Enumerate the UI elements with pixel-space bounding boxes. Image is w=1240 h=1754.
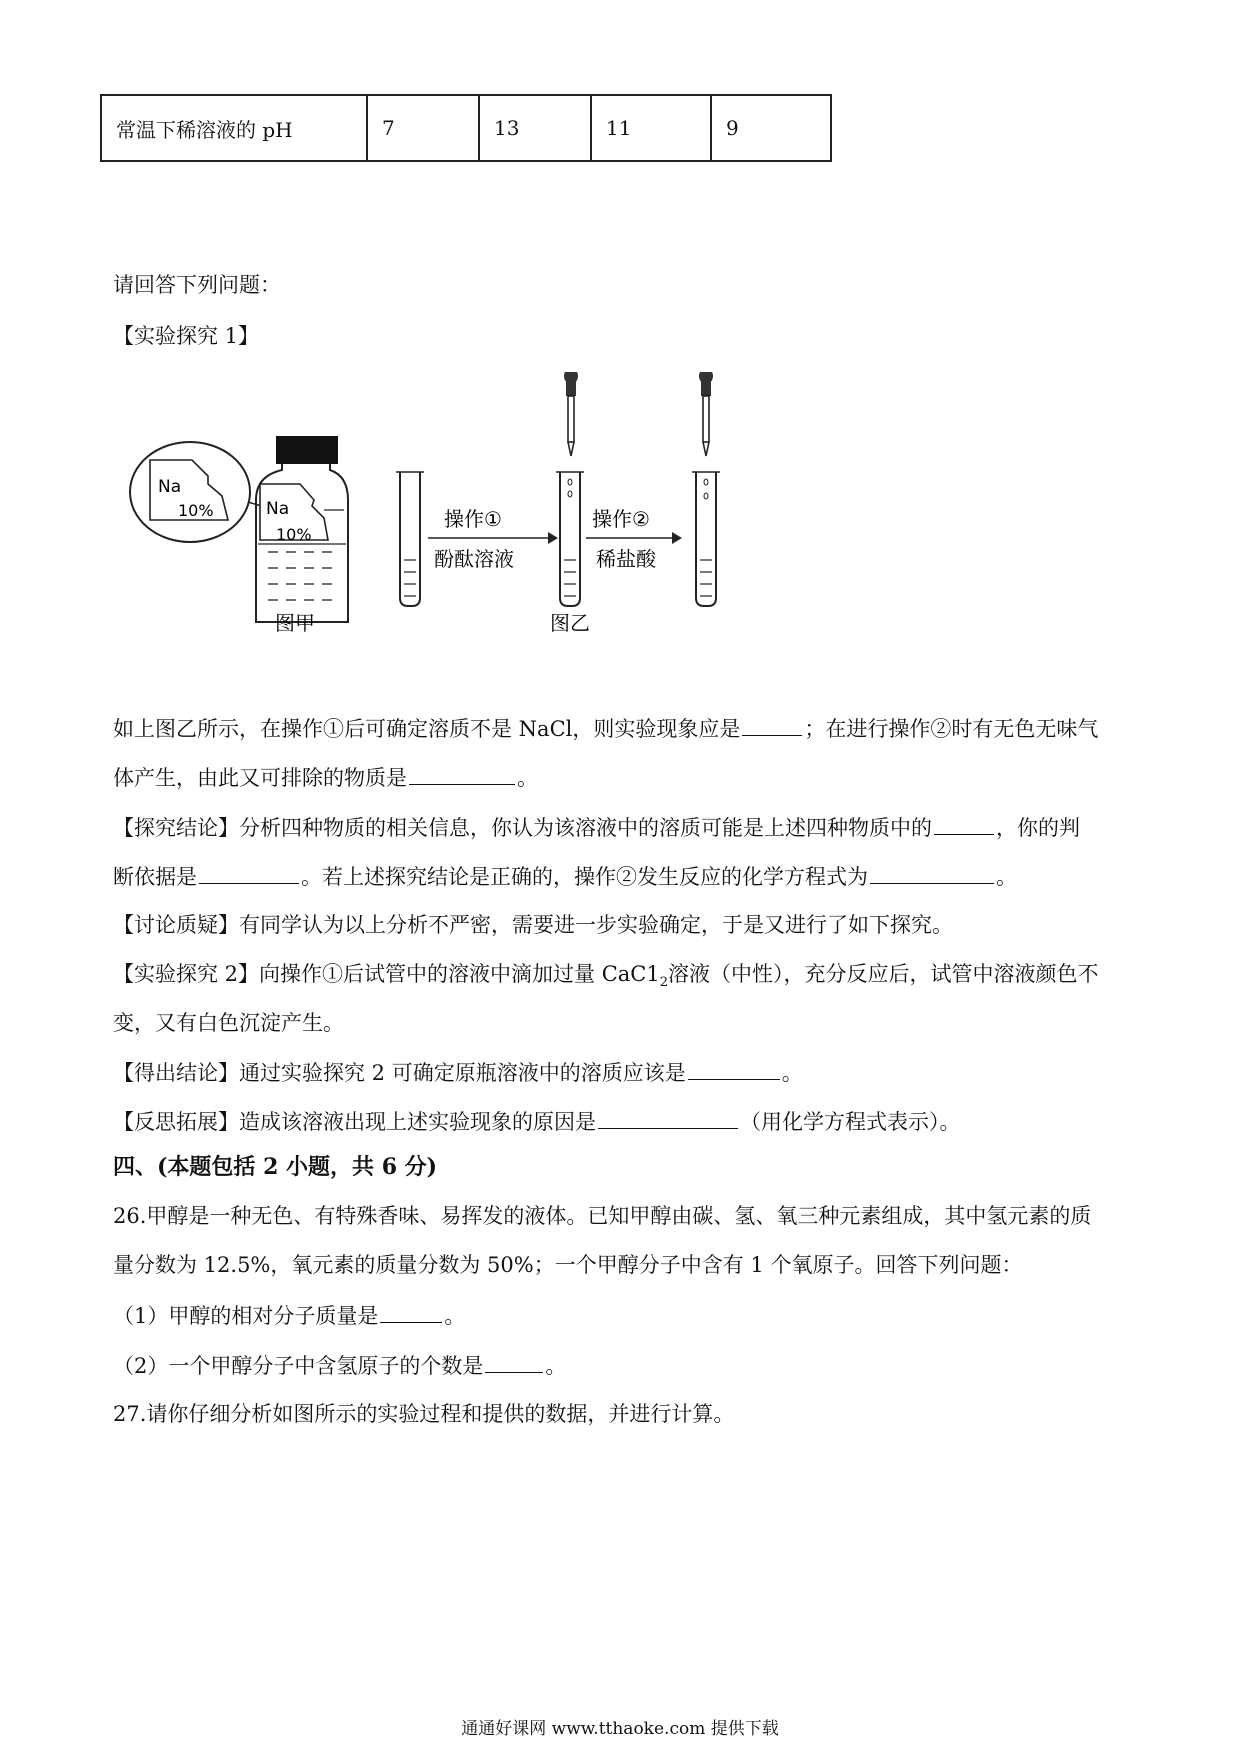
op2-label: 操作② <box>592 507 650 531</box>
p5-text-b: 。 <box>781 1061 803 1085</box>
answer-blank[interactable] <box>380 1300 442 1323</box>
p4-subscript: 2 <box>659 975 669 991</box>
p4-text-b: 溶液（中性），充分反应后，试管中溶液颜色不 <box>668 962 1099 986</box>
answer-blank[interactable] <box>934 812 994 835</box>
answer-blank[interactable] <box>485 1350 543 1373</box>
paragraph-4-line-1 <box>113 959 1099 998</box>
questions-intro: 请回答下列问题： <box>113 273 281 297</box>
reagent-bottle <box>256 428 348 622</box>
paragraph-1-line-2 <box>113 762 538 793</box>
q26-line-2: 量分数为 12.5%，氧元素的质量分数为 50%；一个甲醇分子中含有 1 个氧原子。回答下列问题： <box>113 1253 1023 1277</box>
dropper-1 <box>564 372 578 456</box>
section-heading: 四、(本题包括 2 小题，共 6 分) <box>113 1154 438 1180</box>
table-row <box>101 95 831 161</box>
op2-reagent: 稀盐酸 <box>596 547 656 571</box>
arrow-operation-2 <box>586 507 682 571</box>
p4-text-a: 【实验探究 2】向操作①后试管中的溶液中滴加过量 CaC1 <box>113 962 660 986</box>
op1-label: 操作① <box>444 507 502 531</box>
table-cell: 7 <box>367 95 479 161</box>
paragraph-3: 【讨论质疑】有同学认为以上分析不严密，需要进一步实验确定，于是又进行了如下探究。 <box>113 913 953 937</box>
p1-text-c: 体产生，由此又可排除的物质是 <box>113 766 407 790</box>
table-cell: 11 <box>591 95 711 161</box>
paragraph-6 <box>113 1106 961 1137</box>
ph-table <box>100 94 832 162</box>
table-cell: 13 <box>479 95 591 161</box>
q26-line-1: 26.甲醇是一种无色、有特殊香味、易挥发的液体。已知甲醇由碳、氢、氧三种元素组成，其中氢元素的质 <box>113 1204 1092 1228</box>
answer-blank[interactable] <box>742 713 802 736</box>
q26-s1-end: 。 <box>444 1304 466 1328</box>
p5-text-a: 【得出结论】通过实验探究 2 可确定原瓶溶液中的溶质应该是 <box>113 1061 686 1085</box>
test-tube-3 <box>692 472 720 606</box>
answer-blank[interactable] <box>870 861 994 884</box>
table-label-cell: 常温下稀溶液的 pH <box>101 95 367 161</box>
p1-text-a: 如上图乙所示，在操作①后可确定溶质不是 NaCl，则实验现象应是 <box>113 717 741 741</box>
experiment-figure <box>120 372 740 647</box>
zoom-percent-label: 10% <box>178 501 214 520</box>
test-tube-2 <box>556 472 584 606</box>
caption-jia: 图甲 <box>275 611 315 635</box>
test-tube-1 <box>396 472 424 606</box>
exp1-title: 【实验探究 1】 <box>113 324 260 348</box>
q26-sub-2 <box>113 1350 566 1381</box>
op1-reagent: 酚酞溶液 <box>434 547 514 571</box>
page-footer: 通通好课网 www.tthaoke.com 提供下载 <box>461 1719 779 1739</box>
p2-text-b: ，你的判 <box>996 816 1080 840</box>
q26-s1-text: （1）甲醇的相对分子质量是 <box>113 1304 379 1328</box>
caption-yi: 图乙 <box>550 611 590 635</box>
paragraph-5 <box>113 1057 803 1088</box>
answer-blank[interactable] <box>409 762 515 785</box>
q26-sub-1 <box>113 1300 465 1331</box>
q26-s2-end: 。 <box>545 1354 567 1378</box>
bottle-na-label: Na <box>266 499 290 519</box>
p1-text-b: ；在进行操作②时有无色无味气 <box>804 717 1099 741</box>
p2-text-c: 断依据是 <box>113 865 197 889</box>
q26-s2-text: （2）一个甲醇分子中含氢原子的个数是 <box>113 1354 484 1378</box>
p6-text-a: 【反思拓展】造成该溶液出现上述实验现象的原因是 <box>113 1110 596 1134</box>
q27-text: 27.请你仔细分析如图所示的实验过程和提供的数据，并进行计算。 <box>113 1402 735 1426</box>
zoom-na-label: Na <box>158 477 182 497</box>
p2-text-e: 。 <box>996 865 1017 889</box>
dropper-2 <box>699 372 713 456</box>
table-cell: 9 <box>711 95 831 161</box>
p2-text-d: 。若上述探究结论是正确的，操作②发生反应的化学方程式为 <box>301 865 868 889</box>
p1-text-d: 。 <box>517 766 538 790</box>
paragraph-4-line-2: 变，又有白色沉淀产生。 <box>113 1011 344 1035</box>
label-zoom-ellipse <box>130 442 268 542</box>
answer-blank[interactable] <box>598 1106 738 1129</box>
p6-text-b: （用化学方程式表示）。 <box>740 1110 961 1134</box>
paragraph-1-line-1 <box>113 713 1098 744</box>
paragraph-2-line-2 <box>113 861 1017 892</box>
p2-text-a: 【探究结论】分析四种物质的相关信息，你认为该溶液中的溶质可能是上述四种物质中的 <box>113 816 932 840</box>
answer-blank[interactable] <box>199 861 299 884</box>
answer-blank[interactable] <box>688 1057 780 1080</box>
arrow-operation-1 <box>428 507 558 571</box>
bottle-percent-label: 10% <box>276 525 312 544</box>
paragraph-2-line-1 <box>113 812 1080 843</box>
